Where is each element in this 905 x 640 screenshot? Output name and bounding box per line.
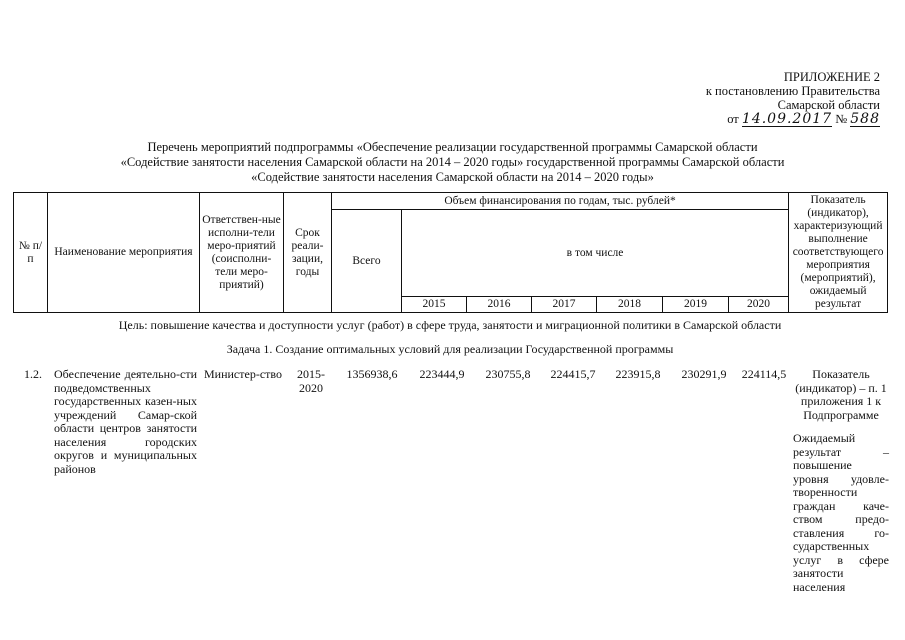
header-term: Срок реали-зации, годы: [284, 193, 332, 313]
task-text: Задача 1. Создание оптимальных условий для реализации Государственной программы: [226, 342, 674, 356]
header-year-2018: 2018: [597, 297, 663, 313]
row-value-2020: 224114,5: [741, 367, 787, 381]
header-year-2019: 2019: [663, 297, 729, 313]
handwritten-number: 588: [850, 111, 880, 127]
appendix-block: [640, 70, 880, 127]
header-year-2020: 2020: [729, 297, 789, 313]
row-total: 1356938,6: [346, 367, 398, 381]
measures-table-header: [13, 192, 888, 313]
appendix-date-line: [640, 112, 880, 127]
document-title: [40, 140, 865, 185]
row-value-2018: 223915,8: [615, 367, 661, 381]
header-year-2017: 2017: [532, 297, 597, 313]
row-indicator: Показатель (индикатор) – п. 1 приложения 1 к Подпрограмме: [795, 367, 887, 422]
header-number: № п/п: [14, 193, 48, 313]
row-expected-result: Ожидаемый результат – повышение уровня удовле-творенности граждан каче-ством предо-ставления го-сударственных услуг в сфере занятости населения: [793, 431, 889, 594]
row-value-2017: 224415,7: [550, 367, 596, 381]
appendix-line-1: к постановлению Правительства: [705, 84, 880, 98]
number-label: №: [835, 112, 848, 126]
header-year-2016: 2016: [467, 297, 532, 313]
header-name: Наименование мероприятия: [48, 193, 200, 313]
row-number: 1.2.: [24, 367, 42, 381]
row-name: Обеспечение деятельно-сти подведомственных государственных казен-ных учреждений Самар-ской области центров занятости населения городских округов и муниципальных районов: [54, 367, 197, 476]
row-value-2016: 230755,8: [485, 367, 531, 381]
title-line-1: Перечень мероприятий подпрограммы «Обеспечение реализации государственной программы Самарской области: [147, 140, 758, 154]
handwritten-date: 14.09.2017: [741, 111, 833, 127]
header-year-2015: 2015: [402, 297, 467, 313]
from-label: от: [727, 112, 739, 126]
appendix-line-2: Самарской области: [777, 98, 880, 112]
header-responsible: Ответствен-ные исполни-тели меро-приятий (соисполни-тели меро-приятий): [200, 193, 284, 313]
title-line-3: «Содействие занятости населения Самарской области на 2014 – 2020 годы»: [251, 170, 654, 184]
row-value-2015: 223444,9: [419, 367, 465, 381]
header-financing: Объем финансирования по годам, тыс. рублей*: [332, 193, 789, 210]
title-line-2: «Содействие занятости населения Самарской области на 2014 – 2020 годы» государственной программы Самарской области: [120, 155, 785, 169]
goal-text: Цель: повышение качества и доступности услуг (работ) в сфере труда, занятости и миграционной политики в Самарской области: [118, 318, 782, 332]
header-total: Всего: [332, 210, 402, 313]
header-indicator: Показатель (индикатор), характеризующий выполнение соответствующего мероприятия (мероприятий), ожидаемый результат: [789, 193, 888, 313]
appendix-title: ПРИЛОЖЕНИЕ 2: [783, 70, 880, 84]
header-including: в том числе: [402, 210, 789, 297]
row-value-2019: 230291,9: [681, 367, 727, 381]
row-term: 2015-2020: [297, 367, 325, 395]
row-responsible: Министер-ство: [204, 367, 282, 381]
